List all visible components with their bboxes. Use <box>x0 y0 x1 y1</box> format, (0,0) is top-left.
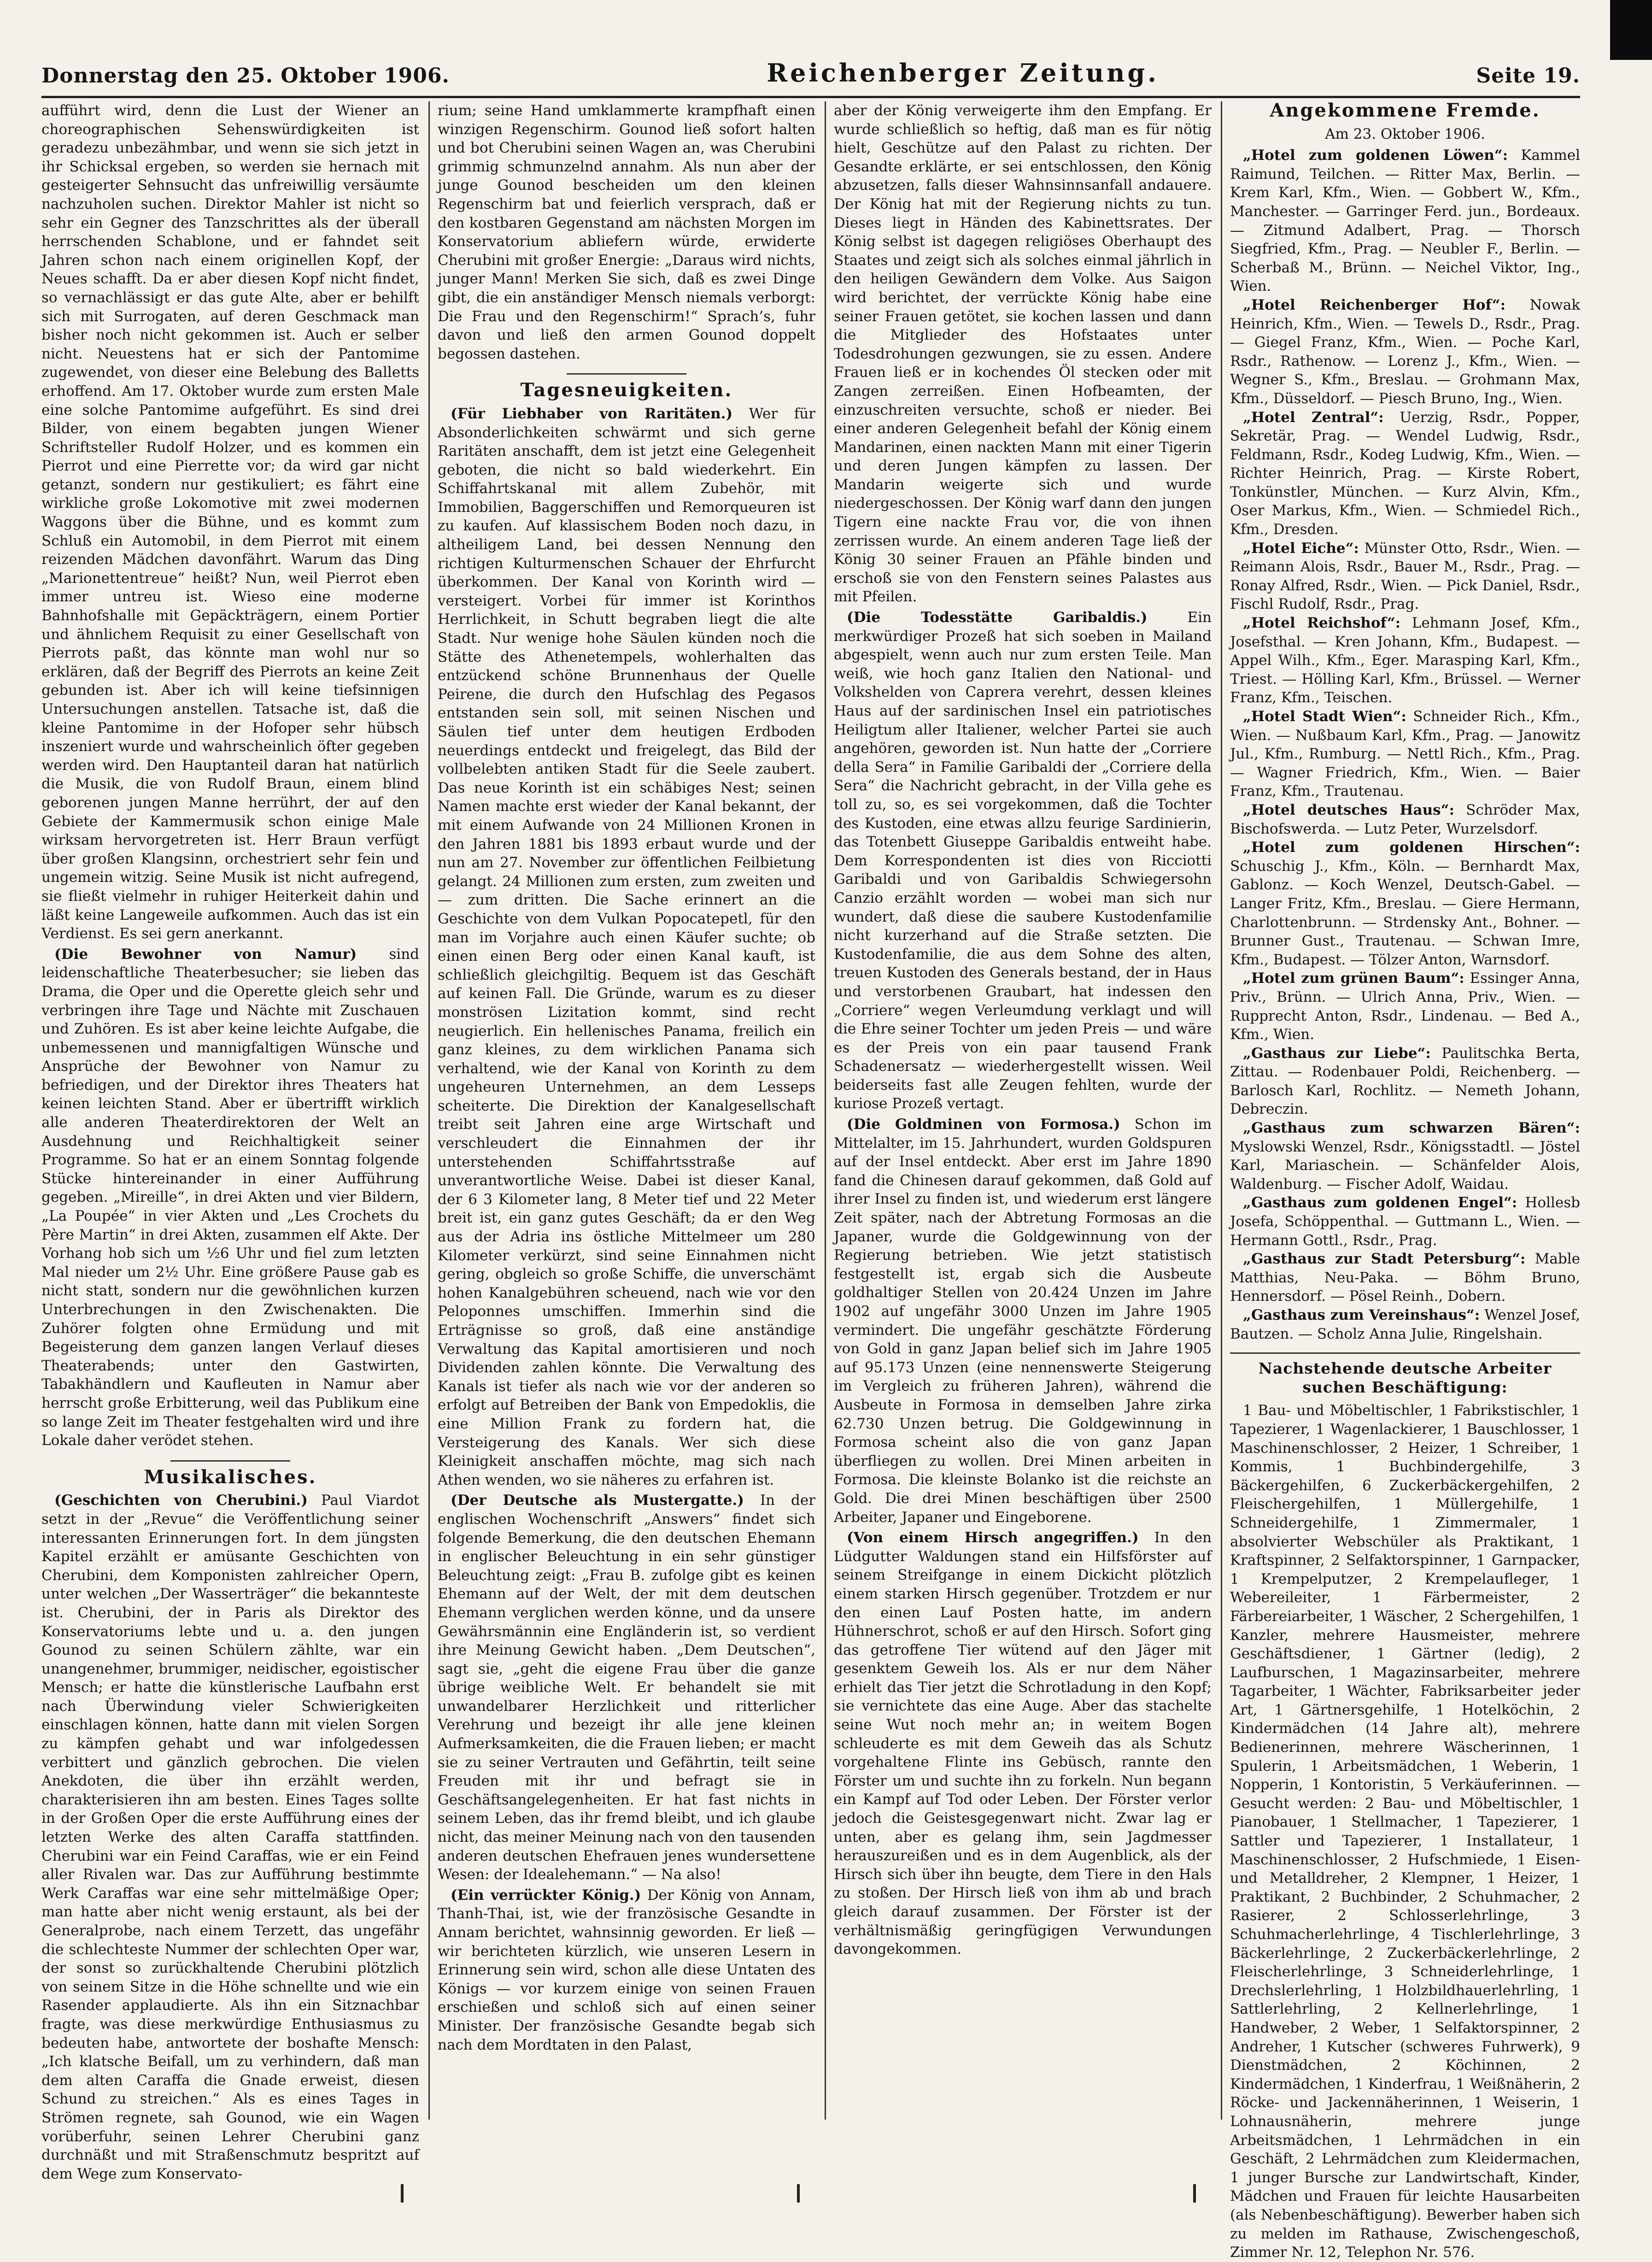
hotel-entry <box>1230 1306 1580 1343</box>
column-3 <box>834 101 1212 2156</box>
article-body: Schon im Mittelalter, im 15. Jahrhundert, wurden Goldspuren auf der Insel entdeckt. Aber erst im Jahre 1890 fand die Chinesen darauf gekommen, daß Gold auf ihrer Insel zu finden ist, und wiederum erst längere Zeit später, nach der Abtretung Formosas an die Japaner, wurde die Goldgewinnung von der Regierung betrieben. Wie jetzt statistisch festgestellt ist, ergab sich die Ausbeute goldhaltiger Stellen von 20.424 Unzen im Jahre 1902 auf ungefähr 3000 Unzen im Jahre 1905 vermindert. Die ungefähr geschätzte Förderung von Gold in ganz Japan belief sich im Jahre 1905 auf 95.173 Unzen (eine nennenswerte Steigerung im Vergleich zu früheren Jahren), während die Ausbeute in Formosa in demselben Jahre zirka 62.730 Unzen betrug. Die Goldgewinnung in Formosa scheint also die von ganz Japan überfliegen zu wollen. Drei Minen arbeiten in Formosa. Die kleinste Bolanko ist die reichste an Gold. Die drei Minen beschäftigen über 2500 Arbeiter, Japaner und Eingeborene. <box>834 1116 1212 1526</box>
article-continuation: aufführt wird, denn die Lust der Wiener an choreographischen Sehenswürdigkeiten ist geradezu unbezähmbar, und wenn sie sich jetzt in ihr Schicksal ergeben, so werden sie hernach mit gesteigerter Sehnsucht das unfreiwillig versäumte nachzuholen suchen. Direktor Mahler ist nicht so sehr ein Gegner des Tanzschrittes als der überall herrschenden Schablone, und er fahndet seit Jahren schon nach einem originellen Kopf, der Neues schafft. Da er aber diesen Kopf nicht findet, so vernachlässigt er das gute Alte, aber er behilft sich mit Surrogaten, auf deren Geschmack man bisher noch nicht gekommen ist. Auch er selber nicht. Neuestens hat er sich der Pantomime zugewendet, von dieser eine Belebung des Balletts erhoffend. Am 17. Oktober wurde zum ersten Male eine solche Pantomime aufgeführt. Es sind drei Bilder, von einem begabten jungen Wiener Schriftsteller Rudolf Holzer, und es kommen ein Pierrot und eine Pierrette vor; da wird gar nicht getanzt, sondern nur gestikuliert; es fährt eine wirkliche große Lokomotive mit zwei modernen Waggons über die Bühne, und es kommt zum Schluß ein Automobil, in dem Pierrot mit einem reizenden Mädchen davonfährt. Warum das Ding „Marionettentreue“ heißt? Nun, weil Pierrot eben immer untreu ist. Wieso eine moderne Bahnhofshalle mit Gepäckträgern, einem Portier und ähnlichem Requisit zu einer Gesellschaft von Pierrots paßt, das könnte man wohl nur so erklären, daß der Begriff des Pierrots an keine Zeit gebunden ist. Aber ich will keine tiefsinnigen Untersuchungen anstellen. Tatsache ist, daß die kleine Pantomime in der Hofoper sehr hübsch inszeniert wurde und wahrscheinlich öfter gegeben werden wird. Den Hauptanteil daran hat natürlich die Musik, die von Rudolf Braun, einem blind geborenen jungen Manne herrührt, der auf den Gebiete der Kammermusik schon einige Male wirksam hervorgetreten ist. Herr Braun verfügt über großen Klangsinn, orchestriert sehr fein und ungemein witzig. Seine Musik ist nicht aufregend, sie fließt vielmehr in ruhiger Heiterkeit dahin und läßt keine Langeweile aufkommen. Auch das ist ein Verdienst. Es sei gern anerkannt. <box>41 102 419 942</box>
column-rule <box>428 101 430 2120</box>
newspaper-page <box>41 55 1581 2261</box>
column-rule <box>1221 101 1222 2120</box>
hotel-guests: Münster Otto, Rsdr., Wien. — Reimann Alois, Rsdr., Bauer M., Rsdr., Prag. — Ronay Alfred, Rsdr., Wien. — Pick Daniel, Rsdr., Fischl Rudolf, Rsdr., Prag. <box>1230 540 1580 613</box>
article-hirsch <box>834 1528 1212 1959</box>
page-header <box>41 55 1580 88</box>
hotel-guests: Essinger Anna, Priv., Brünn. — Ulrich Anna, Priv., Wien. — Rupprecht Anton, Rsdr., Lindenau. — Bed A., Kfm., Wien. <box>1230 970 1581 1043</box>
article-lead: (Der Deutsche als Mustergatte.) <box>451 1492 744 1509</box>
section-title-tagesneuigkeiten: Tagesneuigkeiten. <box>520 379 733 401</box>
hotel-entry <box>1230 1193 1580 1250</box>
hotel-guests: Lehmann Josef, Kfm., Josefsthal. — Kren Johann, Kfm., Budapest. — Appel Wilh., Kfm., Eger. Marasping Karl, Kfm., Triest. — Hölling Karl, Kfm., Brüssel. — Werner Franz, Kfm., Teischen. <box>1230 615 1580 706</box>
article-body: sind leidenschaftliche Theaterbesucher; sie lieben das Drama, die Oper und die Operette gleich sehr und verbringen ihre Tage und Nächte mit Zuschauen und Zuhören. Es ist aber keine leichte Aufgabe, die unbemessenen und mannigfaltigen Wünsche und Ansprüche der Bewohner von Namur zu befriedigen, und der Direktor ihres Theaters hat keinen leichten Stand. Aber er übertrifft wirklich alle anderen Theaterdirektoren der Welt an Ausdehnung und Reichhaltigkeit seiner Programme. So hat er an einem Sonntag folgende Stücke hintereinander in einer Aufführung gegeben. „Mireille“, in drei Akten und vier Bildern, „La Poupée“ in vier Akten und „Les Crochets du Père Martin“ in drei Akten, zusammen elf Akte. Der Vorhang hob sich um ½6 Uhr und fiel zum letzten Mal nieder um 2½ Uhr. Eine größere Pause gab es nicht statt, sondern nur die gewöhnlichen kurzen Unterbrechungen in den Zwischenakten. Die Zuhörer folgten ohne Ermüdung und mit Begeisterung dem ganzen langen Verlauf dieses Theaterabends; unter den Gastwirten, Tabakhändlern und Kaufleuten in Namur aber herrscht große Erbitterung, weil das Publikum eine so lange Zeit im Theater festgehalten wird und ihre Lokale daher verödet stehen. <box>41 946 420 1449</box>
scan-edge-mark <box>1610 0 1652 60</box>
page-number: Seite 19. <box>1476 64 1580 88</box>
hotel-name: „Gasthaus zum Vereinshaus“: <box>1243 1307 1480 1323</box>
article-mustergatte <box>438 1491 815 1884</box>
hotel-entry <box>1230 801 1580 838</box>
hotel-guests: Wenzel Josef, Bautzen. — Scholz Anna Julie, Ringelshain. <box>1230 1307 1580 1342</box>
hotel-name: „Hotel deutsches Haus“: <box>1243 801 1454 818</box>
hotel-guests: Hollesb Josefa, Schöppenthal. — Guttmann L., Wien. — Hermann Gottl., Rsdr., Prag. <box>1230 1194 1580 1249</box>
hotel-name: „Hotel Reichshof“: <box>1243 615 1401 632</box>
column-1 <box>41 101 420 2182</box>
article-body: Paul Viardot setzt in der „Revue“ die Veröffentlichung seiner interessanten Erinnerungen fort. In dem jüngsten Kapitel erzählt er amüsante Geschichten von Cherubini, dem Komponisten zahlreicher Opern, unter welchen „Der Wasserträger“ die bekannteste ist. Cherubini, der in Paris als Direktor des Konservatoriums lebte und u. a. den jungen Gounod zu seinen Schülern zählte, war ein unangenehmer, brummiger, neidischer, egoistischer Mensch; er hatte die künstlerische Laufbahn erst nach Überwindung vieler Schwierigkeiten einschlagen können, hatte dann mit vielen Sorgen zu kämpfen gehabt und war infolgedessen verbittert und gänzlich gebrochen. Die vielen Anekdoten, die über ihn erzählt werden, charakterisieren ihn am besten. Eines Tages sollte in der Großen Oper die erste Aufführung eines der letzten Werke des alten Caraffa stattfinden. Cherubini war ein Feind Caraffas, wie er ein Feind aller Rivalen war. Das zur Aufführung bestimmte Werk Caraffas war eine sehr mittelmäßige Oper; man hatte aber nicht wenig erstaunt, als bei der Generalprobe, nach einem Terzett, das ungefähr die schlechteste Nummer der schlechten Oper war, der sonst so zurückhaltende Cherubini plötzlich von seinem Sitze in die Höhe schnellte und wie ein Rasender applaudierte. Als ihn ein Sitznachbar fragte, was diese merkwürdige Enthusiasmus zu bedeuten habe, antwortete der boshafte Mensch: „Ich klatsche Beifall, um zu verhindern, daß man dem alten Caraffa die Gnade erweist, diesen Schund zu streichen.“ Als es eines Tages in Strömen regnete, sah Gounod, wie ein Wagen vorüberfuhr, seinen Lehrer Cherubini ganz durchnäßt und mit Straßenschmutz bespritzt auf dem Wege zum Konservato- <box>41 1492 419 2182</box>
article-lead: (Die Goldminen von Formosa.) <box>847 1116 1120 1133</box>
hotel-entry <box>1230 146 1580 296</box>
columns <box>41 100 1581 2261</box>
column-rule <box>825 101 826 2120</box>
hotel-guests: Paulitschka Berta, Zittau. — Rodenbauer Poldi, Reichenberg. — Barlosch Karl, Rochlitz. — Nemeth Johann, Debreczin. <box>1230 1045 1581 1118</box>
article-cherubini <box>41 1491 419 2183</box>
article-body: In den Lüdgutter Waldungen stand ein Hilfsförster auf seinem Streifgange in einem Dickicht plötzlich einem starken Hirsch gegenüber. Trotzdem er nur den einen Lauf Posten hatte, im andern Hühnerschrot, schoß er auf den Hirsch. Sofort ging das getroffene Tier wütend auf den Jäger mit gesenktem Geweih los. Als er nur dem Näher erhielt das Tier jetzt die Schrotladung in den Kopf; sie vernichtete das eine Auge. Aber das stachelte seine Wut noch mehr an; in weitem Bogen schleuderte es mit dem Geweih das als Schutz vorgehaltene Flinte ins Gebüsch, rannte den Förster um und suchte ihn zu forkeln. Nun begann ein Kampf auf Tod oder Leben. Der Förster verlor jedoch die Geistesgegenwart nicht. Zwar lag er unten, aber es gelang ihm, sein Jagdmesser herauszureißen und es in dem Augenblick, als der Hirsch sich über ihn beugte, dem Tiere in den Hals zu stoßen. Der Hirsch ließ von ihm ab und brach gleich darauf zusammen. Der Förster ist der verhältnismäßig geringfügigen Verwundungen davongekommen. <box>834 1529 1212 1958</box>
article-lead: (Geschichten von Cherubini.) <box>54 1492 308 1509</box>
hotel-entry <box>1230 296 1580 408</box>
article-body: Ein merkwürdiger Prozeß hat sich soeben in Mailand abgespielt, wenn auch nur zum ersten Teile. Man weiß, wie hoch ganz Italien den National- und Volkshelden von Caprera verehrt, dessen kleines Haus auf der sardinischen Insel ein patriotisches Heiligtum aller Italiener, welcher Partei sie auch angehören, geworden ist. Nun hatte der „Corriere della Sera“ in Familie Garibaldi der „Corriere della Sera“ die Nachricht gebracht, in der Villa gehe es toll zu, so, es sei vorgekommen, daß die Tochter des Kustoden, eine etwas allzu feurige Sardinierin, das Totenbett Giuseppe Garibaldis entweiht habe. Dem Korrespondenten ist dies von Ricciotti Garibaldi und von Garibaldis Schwiegersohn Canzio erzählt worden — wobei man sich nur wundert, daß diese die saubere Kustodenfamilie nicht kurzerhand auf die Straße setzten. Die Kustodenfamilie, die aus dem Sohne des alten, treuen Kustoden des Generals bestand, der in Haus und verstorbenen Graubart, hat indessen den „Corriere“ wegen Verleumdung verklagt und will die Ehre seiner Tochter um jeden Preis — und wäre es der Preis von ein paar tausend Frank Schadenersatz — wiederhergestellt wissen. Weil beiderseits fast alle Zeugen fehlten, wurde der kuriose Prozeß vertagt. <box>834 609 1212 1112</box>
hotel-name: „Hotel Zentral“: <box>1243 409 1384 426</box>
article-continuation: rium; seine Hand umklammerte krampfhaft einen winzigen Regenschirm. Gounod ließ sofort halten und bot Cherubini seinen Wagen an, was Cherubini grimmig schmunzelnd annahm. Als nun aber der junge Gounod bescheiden um den kleinen Regenschirm bat und feierlich versprach, daß er den kostbaren Gegenstand am nächsten Morgen im Konservatorium abliefern würde, erwiderte Cherubini mit großer Energie: „Daraus wird nichts, junger Mann! Merken Sie sich, daß es zwei Dinge gibt, die ein anständiger Mensch niemals verborgt: Die Frau und den Regenschirm!“ Sprach’s, fuhr davon und ließ den armen Gounod doppelt begossen dastehen. <box>438 102 815 362</box>
print-mark <box>1193 2184 1196 2203</box>
article-body: Wer für Absonderlichkeiten schwärmt und sich gerne Raritäten anschafft, dem ist jetzt eine Gelegenheit geboten, die nicht so bald wiederkehrt. Ein Schiffahrtskanal mit allem Zubehör, mit Immobilien, Baggerschiffen und Remorqueuren ist zu kaufen. Auf klassischem Boden noch dazu, in altheiligem Land, bei dessen Nennung den richtigen Kulturmenschen Schauer der Ehrfurcht überkommen. Der Kanal von Korinth wird — versteigert. Vorbei für immer ist Korinthos Herrlichkeit, in Schutt begraben liegt die alte Stadt. Nur wenige hohe Säulen künden noch die Stätte des Athenetempels, wohlerhalten das entzückend schöne Brunnenhaus der Quelle Peirene, die durch den Hufschlag des Pegasos entstanden sein soll, mit seinen Nischen und Säulen tief unter dem heutigen Erdboden neuerdings entdeckt und freigelegt, das Bild der vollbelebten antiken Stadt für die Seele zaubert. Das neue Korinth ist ein schäbiges Nest; seinen Namen machte erst wieder der Kanal bekannt, der mit einem Aufwande von 24 Millionen Kronen in den Jahren 1881 bis 1893 erbaut wurde und der nun am 27. November zur öffentlichen Feilbietung gelangt. 24 Millionen zum ersten, zum zweiten und — zum dritten. Die Sache erinnert an die Geschichte von dem Vulkan Popocatepetl, für den man im Vorjahre auch einen Käufer suchte; ob einen einen Berg oder einen Kanal kauft, ist schließlich gleichgiltig. Bequem ist das Geschäft auf keinen Fall. Die Gründe, warum es zu dieser monströsen Lizitation kommt, sind recht neugierlich. Ein hellenisches Panama, freilich ein ganz kleines, zu dem wirklichen Panama sich verhaltend, wie der Kanal von Korinth zu dem ungeheuren Unternehmen, an dem Lesseps scheiterte. Die Direktion der Kanalgesellschaft treibt seit Jahren eine arge Wirtschaft und verschleudert die Einnahmen der ihr unterstehenden Schiffahrtsstraße auf unverantwortliche Weise. Dabei ist dieser Kanal, der 6 3 Kilometer lang, 8 Meter tief und 22 Meter breit ist, ein ganz gutes Geschäft; da er den Weg aus der Adria ins östliche Mittelmeer um 280 Kilometer verkürzt, sind seine Einnahmen nicht gering, obgleich so große Schiffe, die unverschämt hohen Kanalgebühren scheuend, nach wie vor den Peloponnes umschiffen. Immerhin sind die Erträgnisse so groß, daß eine anständige Verwaltung das Kapital amortisieren und noch Dividenden zahlen könnte. Die Verwaltung des Kanals ist tiefer als nach wie vor der anderen so erfolgt auf Betreiben der Bank von Empedoklis, die eine Million Frank zu fordern hat, die Versteigerung des Kanals. Wer sich diese Kleinigkeit anschaffen möchte, mag sich nach Athen wenden, wo sie näheres zu erfahren ist. <box>438 405 815 1488</box>
article-continuation: aber der König verweigerte ihm den Empfang. Er wurde schließlich so heftig, daß man es für nötig hielt, Geschütze auf den Palast zu richten. Der Gesandte erklärte, er sei entschlossen, den König abzusetzen, falls dieser Wahnsinnsanfall andauere. Der König hat mit der Regierung nichts zu tun. Dieses liegt in Händen des Kabinettsrates. Der König selbst ist dagegen religiöses Oberhaupt des Staates und zeigt sich als solches einmal jährlich in den heiligen Gewändern dem Volke. Aus Saigon wird berichtet, der verrückte König habe eine seiner Frauen getötet, sie kochen lassen und dann die Mitglieder des Hofstaates unter Todesdrohungen gezwungen, sie zu essen. Andere Frauen ließ er in kochendes Öl stecken oder mit Zangen zerreißen. Einen Hofbeamten, der einzuschreiten versuchte, schoß er nieder. Bei einer anderen Gelegenheit befahl der König einem Mandarinen, einen nackten Mann mit einer Tigerin und deren Jungen kämpfen zu lassen. Der Mandarin weigerte sich und wurde niedergeschossen. Der König warf dann den jungen Tigern eine nackte Frau vor, die von ihnen zerrissen wurde. An einem anderen Tage ließ der König 30 seiner Frauen an Pfähle binden und erschoß sie von den Fenstern seines Palastes aus mit Pfeilen. <box>834 102 1212 605</box>
section-rule <box>567 373 686 375</box>
hotel-name: „Gasthaus zum schwarzen Bären“: <box>1243 1120 1580 1137</box>
article-koenig <box>438 1886 815 2054</box>
column-4 <box>1230 100 1581 2261</box>
hotel-entry <box>1230 707 1580 801</box>
hotel-guests: Schneider Rich., Kfm., Wien. — Nußbaum Karl, Kfm., Prag. — Janowitz Jul., Kfm., Rumburg. — Nettl Rich., Kfm., Prag. — Wagner Friedrich, Kfm., Wien. — Baier Franz, Kfm., Trautenau. <box>1230 708 1580 800</box>
job-listings: 1 Bau- und Möbeltischler, 1 Fabrikstischler, 1 Tapezierer, 1 Wagenlackierer, 1 Bauschlosser, 1 Maschinenschlosser, 2 Heizer, 1 Schreiber, 1 Kommis, 1 Buchbindergehilfe, 3 Bäckergehilfen, 6 Zuckerbäckergehilfen, 2 Fleischergehilfen, 1 Müllergehilfe, 1 Schneidergehilfe, 1 Zimmermaler, 1 absolvierter Webschüler als Praktikant, 1 Kraftspinner, 2 Selfaktorspinner, 1 Garnpacker, 1 Krempelputzer, 2 Krempelaufleger, 1 Webereileiter, 1 Färbermeister, 2 Färbereiarbeiter, 1 Wäscher, 2 Schergehilfen, 1 Kanzler, mehrere Hausmeister, mehrere Geschäftsdiener, 1 Gärtner (ledig), 2 Laufburschen, 1 Magazinsarbeiter, mehrere Tagarbeiter, 1 Wächter, Fabriksarbeiter jeder Art, 1 Gärtnersgehilfe, 1 Hotelköchin, 2 Kindermädchen (14 Jahre alt), mehrere Bedienerinnen, mehrere Wäscherinnen, 1 Spulerin, 1 Arbeitsmädchen, 1 Weberin, 1 Nopperin, 1 Kontoristin, 5 Verkäuferinnen. — Gesucht werden: 2 Bau- und Möbeltischler, 1 Pianobauer, 1 Stellmacher, 1 Tapezierer, 1 Sattler und Tapezierer, 1 Installateur, 1 Maschinenschlosser, 2 Hufschmiede, 1 Eisen- und Metalldreher, 2 Klempner, 1 Heizer, 1 Praktikant, 2 Buchbinder, 2 Schuhmacher, 2 Rasierer, 2 Schlosserlehrlinge, 3 Schuhmacherlehrlinge, 4 Tischlerlehrlinge, 3 Bäckerlehrlinge, 2 Zuckerbäckerlehrlinge, 2 Fleischerlehrlinge, 3 Schneiderlehrlinge, 1 Drechslerlehrling, 1 Holzbildhauerlehrling, 1 Sattlerlehrling, 2 Kellnerlehrlinge, 1 Handweber, 2 Weber, 1 Selfaktorspinner, 2 Andreher, 1 Kutscher (schweres Fuhrwerk), 9 Dienstmädchen, 2 Köchinnen, 2 Kindermädchen, 1 Kinderfrau, 1 Weißnäherin, 2 Röcke- und Jackennäherinnen, 1 Weiserin, 1 Lohnausnäherin, mehrere junge Arbeitsmädchen, 1 Lehrmädchen in ein Geschäft, 2 Lehrmädchen zum Kleidermachen, 1 junger Bursche zur Landwirtschaft, Kinder, Mädchen und Frauen für leichte Hausarbeiten (als Nebenbeschäftigung). Bewerber haben sich zu melden im Rathause, Zwischengeschoß, Zimmer Nr. 12, Telephon Nr. 576. <box>1230 1402 1580 2261</box>
article-garibaldi <box>834 608 1212 1113</box>
hotel-entry <box>1230 838 1580 969</box>
column-2 <box>438 101 815 2156</box>
article-body: Der König von Annam, Thanh-Thai, ist, wie der französische Gesandte in Annam berichtet, wahnsinnig geworden. Er ließ — wir berichteten kürzlich, wie unseren Lesern in Erinnerung sein wird, schon alle diese Untaten des Königs — vor kurzem einige von seinen Frauen erschießen und schloß sich auf einen seiner Minister. Der französische Gesandte begab sich nach dem Mordtaten in den Palast, <box>438 1886 815 2053</box>
print-mark <box>401 2184 404 2203</box>
hotel-entry <box>1230 614 1580 707</box>
section-title-arbeiter: Nachstehende deutsche Arbeiter suchen Beschäftigung: <box>1258 1359 1552 1396</box>
article-lead: (Für Liebhaber von Raritäten.) <box>451 405 733 422</box>
hotel-name: „Hotel zum goldenen Löwen“: <box>1243 147 1508 164</box>
hotel-entry <box>1230 539 1580 614</box>
hotel-entry <box>1230 969 1580 1044</box>
hotel-guests: Schröder Max, Bischofswerda. — Lutz Peter, Wurzelsdorf. <box>1230 801 1580 837</box>
hotel-entry <box>1230 408 1580 539</box>
hotel-entry <box>1230 1044 1580 1119</box>
hotel-name: „Hotel Eiche“: <box>1243 540 1359 557</box>
hotel-name: „Hotel zum grünen Baum“: <box>1243 970 1465 987</box>
article-lead: (Die Bewohner von Namur) <box>54 946 357 963</box>
hotel-guests: Uerzig, Rsdr., Popper, Sekretär, Prag. — Wendel Ludwig, Rsdr., Feldmann, Rsdr., Kodeg Ludwig, Kfm., Wien. — Richter Heinrich, Prag. — Kirste Robert, Tonkünstler, München. — Kurz Alvin, Kfm., Oser Markus, Kfm., Wien. — Schmiedel Rich., Kfm., Dresden. <box>1230 409 1580 538</box>
header-date: Donnerstag den 25. Oktober 1906. <box>41 64 450 88</box>
hotel-guests: Kammel Raimund, Teilchen. — Ritter Max, Berlin. — Krem Karl, Kfm., Wien. — Gobbert W., Kfm., Manchester. — Garringer Ferd. jun., Bordeaux. — Zitmund Adalbert, Prag. — Thorsch Siegfried, Kfm., Prag. — Neubler F., Berlin. — Scherbaß M., Brünn. — Neichel Viktor, Ing., Wien. <box>1230 147 1581 295</box>
hotel-guests: Nowak Heinrich, Kfm., Wien. — Tewels D., Rsdr., Prag. — Giegel Franz, Kfm., Wien. — Poche Karl, Rsdr., Rathenow. — Lorenz J., Kfm., Wien. — Wegner S., Kfm., Breslau. — Grohmann Max, Kfm., Düsseldorf. — Piesch Bruno, Ing., Wien. <box>1230 296 1580 407</box>
arrivals-date: Am 23. Oktober 1906. <box>1325 125 1485 142</box>
article-formosa <box>834 1115 1212 1527</box>
hotel-name: „Hotel zum goldenen Hirschen“: <box>1243 839 1580 856</box>
hotel-guests: Myslowski Wenzel, Rsdr., Königsstadtl. — Jöstel Karl, Mariaschein. — Schänfelder Alois, Waldenburg. — Fischer Adolf, Waidau. <box>1230 1138 1580 1193</box>
section-title-musik: Musikalisches. <box>144 1466 317 1488</box>
hotel-name: „Gasthaus zum goldenen Engel“: <box>1243 1194 1517 1211</box>
hotel-name: „Gasthaus zur Liebe“: <box>1243 1045 1431 1062</box>
hotel-entry <box>1230 1250 1580 1306</box>
header-rule <box>41 96 1580 98</box>
article-raritaeten <box>438 405 815 1489</box>
hotel-entry <box>1230 1119 1580 1193</box>
section-rule <box>170 1460 290 1462</box>
hotel-name: „Hotel Stadt Wien“: <box>1243 708 1406 725</box>
article-lead: (Die Todesstätte Garibaldis.) <box>847 609 1148 626</box>
print-mark <box>797 2184 800 2203</box>
article-lead: (Von einem Hirsch angegriffen.) <box>847 1529 1139 1546</box>
newspaper-title: Reichenberger Zeitung. <box>767 58 1159 88</box>
hotel-guests: Mable Matthias, Neu-Paka. — Böhm Bruno, Hennersdorf. — Pösel Reinh., Dobern. <box>1230 1251 1580 1305</box>
article-lead: (Ein verrückter König.) <box>451 1886 641 1904</box>
section-rule <box>1230 1352 1580 1354</box>
hotel-guests: Schuschig J., Kfm., Köln. — Bernhardt Max, Gablonz. — Koch Wenzel, Deutsch-Gabel. — Langer Fritz, Kfm., Breslau. — Giere Hermann, Charlottenbrunn. — Strdensky Ant., Bohner. — Brunner Gust., Trautenau. — Schwan Imre, Kfm., Budapest. — Tölzer Anton, Warnsdorf. <box>1230 858 1580 968</box>
article-body: In der englischen Wochenschrift „Answers“ findet sich folgende Bemerkung, die den deutschen Ehemann in englischer Beleuchtung in ein sehr günstiger Beleuchtung zeigt: „Frau B. zufolge gibt es keinen Ehemann auf der Welt, der mit dem deutschen Ehemann verglichen werden könne, und da unsere Gewährsmännin eine Engländerin ist, so verdient ihre Meinung Gewicht haben. „Dem Deutschen“, sagt sie, „geht die eigene Frau über die ganze übrige weibliche Welt. Er behandelt sie mit unwandelbarer Herzlichkeit und ritterlicher Verehrung und bezeigt ihr alle jene kleinen Aufmerksamkeiten, die die Frauen lieben; er macht sie zu seiner Vertrauten und Gefährtin, teilt seine Freuden mit ihr und befragt sie in Geschäftsangelegenheiten. Er hat fast nichts in seinem Leben, das ihr fremd bleibt, und ich glaube nicht, das meiner Meinung nach von den tausenden anderen deutschen Ehefrauen jenes wundersettene Wesen: der Idealehemann.“ — Na also! <box>438 1492 816 1883</box>
hotel-list <box>1230 146 1580 1343</box>
section-title-fremde: Angekommene Fremde. <box>1270 100 1541 121</box>
article-namur <box>41 945 419 1450</box>
hotel-name: „Hotel Reichenberger Hof“: <box>1243 296 1506 313</box>
hotel-name: „Gasthaus zur Stadt Petersburg“: <box>1243 1251 1526 1268</box>
